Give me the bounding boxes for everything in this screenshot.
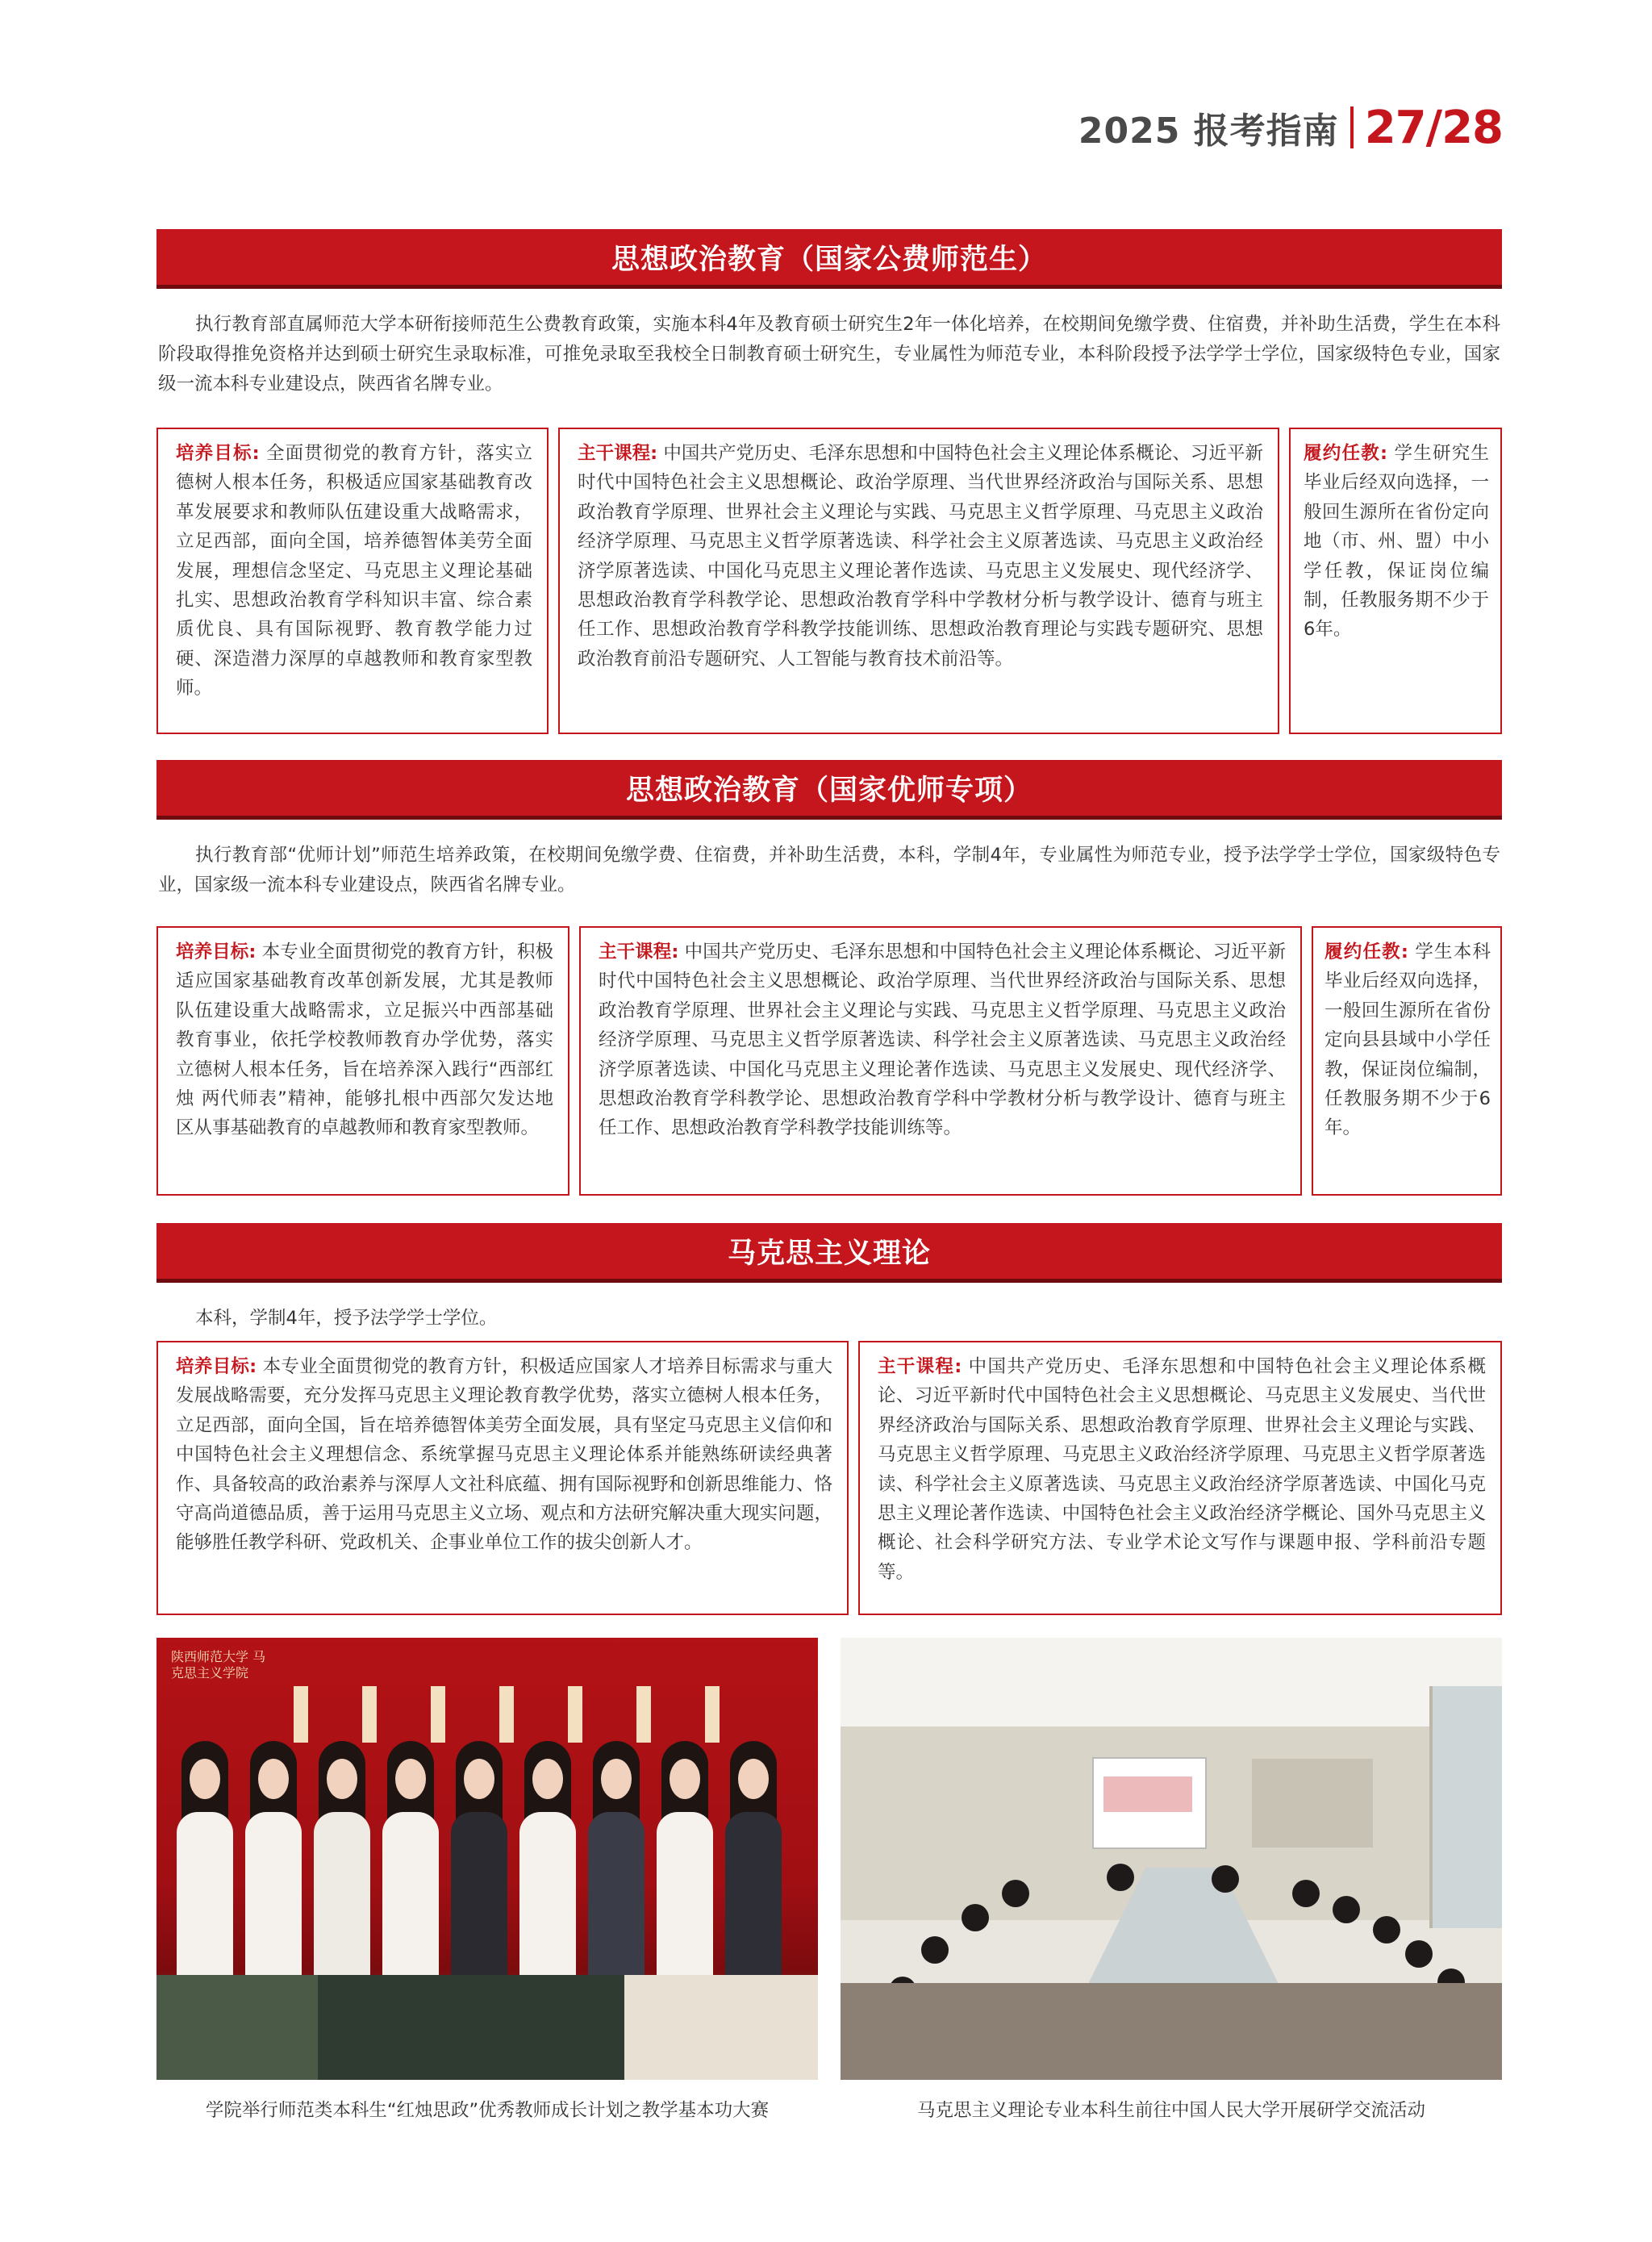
goal-text: 本专业全面贯彻党的教育方针，积极适应国家基础教育改革创新发展，尤其是教师队伍建设重大战略需求，立足振兴中西部基础教育事业，依托学校教师教育办学优势，落实立德树人根本任务，旨在培养深入践行“西部红烛 两代师表”精神，能够扎根中西部欠发达地区从事基础教育的卓越教师和教育家型教师。 [176, 941, 553, 1139]
goal-text: 全面贯彻党的教育方针，落实立德树人根本任务，积极适应国家基础教育改革发展要求和教师队伍建设重大战略需求，立足西部，面向全国，培养德智体美劳全面发展，理想信念坚定、马克思主义理论基础扎实、思想政治教育学科知识丰富、综合素质优良、具有国际视野、教育教学能力过硬、深造潜力深厚的卓越教师和教育家型教师。 [176, 443, 532, 699]
contestant-figure [588, 1741, 645, 1983]
contestant-figure [725, 1741, 782, 1983]
course-box [558, 428, 1279, 734]
meeting-photo [841, 1638, 1502, 2080]
contestant-figure [314, 1741, 370, 1983]
page-header [1078, 103, 1503, 152]
section-intro: 执行教育部“优师计划”师范生培养政策，在校期间免缴学费、住宿费，并补助生活费，本科，学制4年，专业属性为师范专业，授予法学学士学位，国家级特色专业，国家级一流本科专业建设点，陕西省名牌专业。 [158, 845, 1500, 896]
goal-label: 培养目标: [176, 443, 260, 464]
course-label: 主干课程: [578, 443, 658, 464]
course-label: 主干课程: [878, 1356, 962, 1377]
goal-box [156, 926, 569, 1196]
header-divider [1350, 106, 1354, 148]
contestant-figure [657, 1741, 713, 1983]
section-banner [156, 760, 1502, 820]
contestant-figure [451, 1741, 507, 1983]
section-banner [156, 229, 1502, 289]
contestant-figure [382, 1741, 439, 1983]
contestant-figure [245, 1741, 302, 1983]
floor [841, 1983, 1502, 2080]
competition-photo [156, 1638, 818, 2080]
section-public-funded-boxes [156, 428, 1502, 734]
course-text: 中国共产党历史、毛泽东思想和中国特色社会主义理论体系概论、习近平新时代中国特色社会主义思想概论、政治学原理、当代世界经济政治与国际关系、思想政治教育学原理、世界社会主义理论与实践、马克思主义哲学原理、马克思主义政治经济学原理、马克思主义哲学原著选读、科学社会主义原著选读、马克思主义政治经济学原著选读、中国化马克思主义理论著作选读、马克思主义发展史、现代经济学、思想政治教育学科教学论、思想政治教育学科中学教材分析与教学设计、德育与班主任工作、思想政治教育学科教学技能训练等。 [599, 941, 1286, 1139]
duty-text: 学生本科毕业后经双向选择，一般回生源所在省份定向县县域中小学任教，保证岗位编制，任教服务期不少于6年。 [1325, 941, 1491, 1139]
section-excellent-teacher [156, 760, 1502, 900]
photo-caption: 学院举行师范类本科生“红烛思政”优秀教师成长计划之教学基本功大赛 [205, 2100, 770, 2121]
blackboard [156, 1975, 318, 2080]
duty-label: 履约任教: [1325, 941, 1408, 962]
guide-title: 2025 报考指南 [1078, 111, 1339, 152]
section-intro: 本科，学制4年，授予法学学士学位。 [195, 1308, 498, 1329]
duty-box [1312, 926, 1502, 1196]
projection-screen [1092, 1757, 1207, 1849]
duty-box [1289, 428, 1502, 734]
university-logo-text: 陕西师范大学 马克思主义学院 [171, 1649, 266, 1680]
section-title: 思想政治教育（国家优师专项） [625, 774, 1032, 807]
section-intro: 执行教育部直属师范大学本研衔接师范生公费教育政策，实施本科4年及教育硕士研究生2年一体化培养，在校期间免缴学费、住宿费，并补助生活费，学生在本科阶段取得推免资格并达到硕士研究生录取标准，可推免录取至我校全日制教育硕士研究生，专业属性为师范专业，本科阶段授予法学学士学位，国家级特色专业，国家级一流本科专业建设点，陕西省名牌专业。 [158, 314, 1500, 395]
goal-text: 本专业全面贯彻党的教育方针，积极适应国家人才培养目标需求与重大发展战略需要，充分发挥马克思主义理论教育教学优势，落实立德树人根本任务，立足西部，面向全国，旨在培养德智体美劳全面发展，具有坚定马克思主义信仰和中国特色社会主义理想信念、系统掌握马克思主义理论体系并能熟练研读经典著作、具备较高的政治素养与深厚人文社科底蕴、拥有国际视野和创新思维能力、恪守高尚道德品质，善于运用马克思主义立场、观点和方法研究解决重大现实问题，能够胜任教学科研、党政机关、企事业单位工作的拔尖创新人才。 [176, 1356, 832, 1554]
course-text: 中国共产党历史、毛泽东思想和中国特色社会主义理论体系概论、习近平新时代中国特色社会主义思想概论、马克思主义发展史、当代世界经济政治与国际关系、思想政治教育学原理、世界社会主义理论与实践、马克思主义哲学原理、马克思主义政治经济学原理、马克思主义哲学原著选读、科学社会主义原著选读、马克思主义政治经济学原著选读、中国化马克思主义理论著作选读、中国特色社会主义政治经济学概论、国外马克思主义概论、社会科学研究方法、专业学术论文写作与课题申报、学科前沿专题等。 [878, 1356, 1486, 1583]
ceiling [841, 1638, 1502, 1726]
course-label: 主干课程: [599, 941, 679, 962]
classroom-scene [318, 1975, 624, 2080]
photo-caption: 马克思主义理论专业本科生前往中国人民大学开展研学交流活动 [916, 2100, 1425, 2121]
contestant-figure [177, 1741, 233, 1983]
goal-label: 培养目标: [176, 1356, 257, 1377]
section-banner [156, 1223, 1502, 1283]
section-title: 思想政治教育（国家公费师范生） [611, 243, 1047, 276]
section-public-funded [156, 229, 1502, 399]
wall-emblem [1252, 1759, 1373, 1847]
section-marxism-theory-boxes [156, 1341, 1502, 1615]
goal-box [156, 1341, 849, 1615]
section-marxism-theory [156, 1223, 1502, 1334]
duty-label: 履约任教: [1304, 443, 1388, 464]
contestant-figure [519, 1741, 576, 1983]
course-text: 中国共产党历史、毛泽东思想和中国特色社会主义理论体系概论、习近平新时代中国特色社会主义思想概论、政治学原理、当代世界经济政治与国际关系、思想政治教育学原理、世界社会主义理论与实践、马克思主义哲学原理、马克思主义政治经济学原理、马克思主义哲学原著选读、科学社会主义原著选读、马克思主义政治经济学原著选读、中国化马克思主义理论著作选读、马克思主义发展史、现代经济学、思想政治教育学科教学论、思想政治教育学科中学教材分析与教学设计、德育与班主任工作、思想政治教育学科教学技能训练、思想政治教育理论与实践专题研究、思想政治教育前沿专题研究、人工智能与教育技术前沿等。 [578, 443, 1264, 670]
page-number: 27/28 [1364, 101, 1503, 154]
duty-text: 学生研究生毕业后经双向选择，一般回生源所在省份定向地（市、州、盟）中小学任教，保证岗位编制，任教服务期不少于6年。 [1304, 443, 1490, 641]
goal-box [156, 428, 549, 734]
section-excellent-teacher-boxes [156, 926, 1502, 1196]
course-box [579, 926, 1302, 1196]
course-box [858, 1341, 1502, 1615]
window [1429, 1686, 1502, 1928]
calligraphy-board [624, 1975, 818, 2080]
goal-label: 培养目标: [176, 941, 257, 962]
section-title: 马克思主义理论 [727, 1237, 931, 1270]
